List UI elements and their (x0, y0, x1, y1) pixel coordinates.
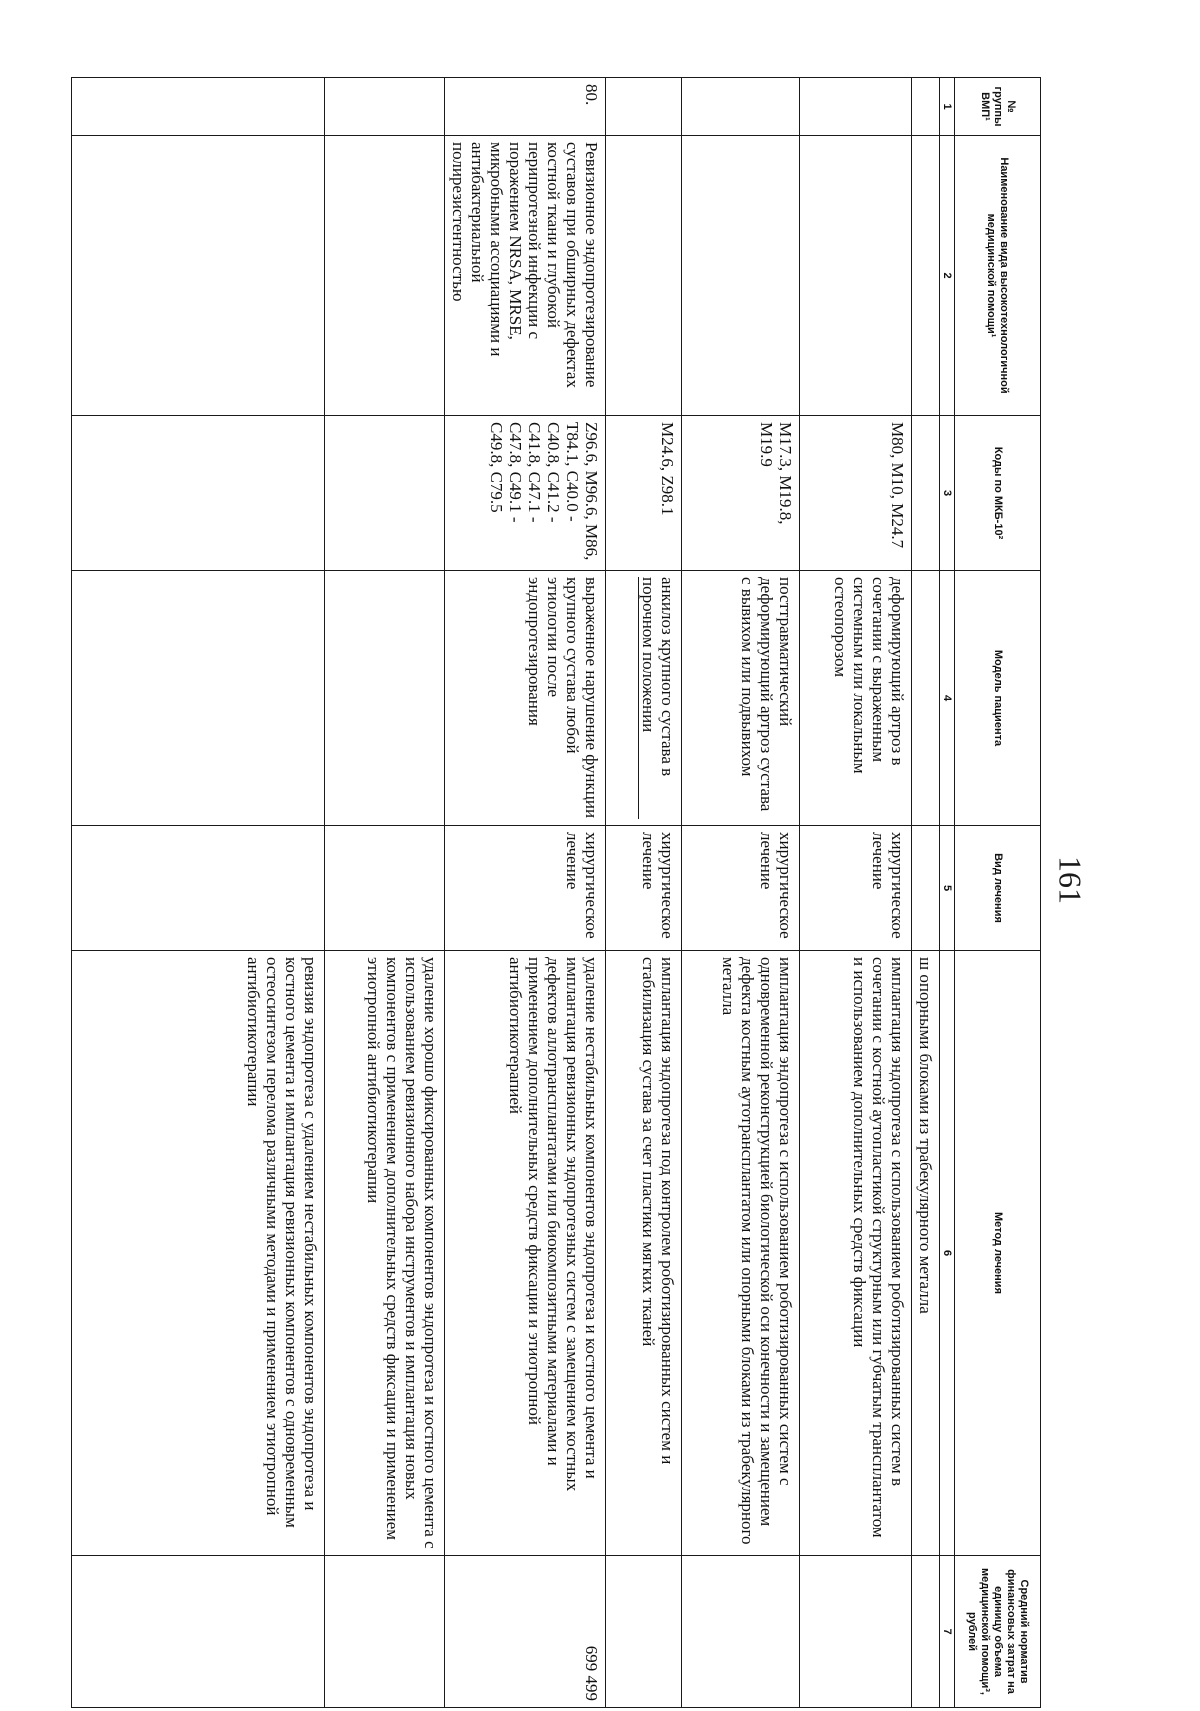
column-number: 1 (940, 78, 955, 136)
table-row (682, 78, 800, 1708)
column-number-row (940, 78, 955, 1708)
codes-cell (325, 416, 445, 571)
group-cell (606, 78, 682, 136)
method-cell: ш опорными блоками из трабекулярного металла (912, 951, 940, 1556)
method-cell: удаление нестабильных компонентов эндопротеза и костного цемента и имплантация ревизионных эндопротезных систем с замещением костных дефектов аллотрансплантатами или биокомпозитными материалами и применением дополнительных средств фиксации и этиотропной антибиотикотерапией (445, 951, 606, 1556)
table-row (445, 78, 606, 1708)
column-number: 6 (940, 951, 955, 1556)
treatment-cell: хирургическое лечение (445, 826, 606, 951)
header-icd-codes: Коды по МКБ-10² (955, 416, 1041, 571)
column-number: 2 (940, 136, 955, 416)
method-cell: имплантация эндопротеза под контролем роботизированных систем и стабилизация сустава за счет пластики мягких тканей (606, 951, 682, 1556)
group-cell (72, 78, 325, 136)
method-cell: имплантация эндопротеза с использованием роботизированных систем в сочетании с костной аутопластикой структурным или губчатым трансплантатом и использованием дополнительных средств фиксации (800, 951, 912, 1556)
codes-cell: Z96.6, M96.6, M86, T84.1, C40.0 - C40.8, C41.2 - C41.8, C47.1 - C47.8, C49.1 - C49.8, C79.5 (445, 416, 606, 571)
header-vmp-name: Наименование вида высокотехнологичной медицинской помощи¹ (955, 136, 1041, 416)
table-row (912, 78, 940, 1708)
model-cell (325, 571, 445, 826)
header-group-number: № группы ВМП¹ (955, 78, 1041, 136)
codes-cell: M80, M10, M24.7 (800, 416, 912, 571)
treatment-cell (72, 826, 325, 951)
price-cell (912, 1556, 940, 1708)
header-average-cost: Средний норматив финансовых затрат на единицу объема медицинской помощи³, рублей (955, 1556, 1041, 1708)
price-cell (606, 1556, 682, 1708)
model-cell: деформирующий артроз в сочетании с выраженным системным или локальным остеопорозом (800, 571, 912, 826)
vmp-table (71, 77, 1041, 1708)
model-cell (606, 571, 682, 826)
group-cell (325, 78, 445, 136)
table-row (72, 78, 325, 1708)
treatment-cell: хирургическое лечение (800, 826, 912, 951)
header-row (955, 78, 1041, 1708)
model-cell (72, 571, 325, 826)
table-row (325, 78, 445, 1708)
vmp-table-rotated (71, 77, 1041, 1707)
name-cell (912, 136, 940, 416)
price-cell: 699 499 (445, 1556, 606, 1708)
codes-cell (72, 416, 325, 571)
name-cell: Ревизионное эндопротезирование суставов при обширных дефектах костной ткани и глубокой перипротезной инфекции с поражением NRSA, MRSE, микробными ассоциациями и антибактериальной полирезистентностью (445, 136, 606, 416)
price-cell (72, 1556, 325, 1708)
model-cell: выраженное нарушение функции крупного сустава любой этиологии после эндопротезирования (445, 571, 606, 826)
group-cell (682, 78, 800, 136)
codes-cell: M24.6, Z98.1 (606, 416, 682, 571)
page-number: 161 (1052, 856, 1089, 904)
column-number: 3 (940, 416, 955, 571)
price-cell (800, 1556, 912, 1708)
codes-cell: M17.3, M19.8, M19.9 (682, 416, 800, 571)
treatment-cell: хирургическое лечение (682, 826, 800, 951)
price-cell (325, 1556, 445, 1708)
table-row (606, 78, 682, 1708)
treatment-cell (325, 826, 445, 951)
name-cell (325, 136, 445, 416)
name-cell (682, 136, 800, 416)
model-cell (912, 571, 940, 826)
price-cell (682, 1556, 800, 1708)
group-cell: 80. (445, 78, 606, 136)
method-cell: ревизия эндопротеза с удалением нестабильных компонентов эндопротеза и костного цемента и имплантация ревизионных компонентов с одновременным остеосинтезом перелома различными методами и применением этиотропной антибиотикотерапии (72, 951, 325, 1556)
method-cell: удаление хорошо фиксированных компонентов эндопротеза и костного цемента с использованием ревизионного набора инструментов и имплантация новых компонентов с применением дополнительных средств фиксации и применением этиотропной антибиотикотерапии (325, 951, 445, 1556)
header-treatment-method: Метод лечения (955, 951, 1041, 1556)
header-patient-model: Модель пациента (955, 571, 1041, 826)
model-cell: посттравматический деформирующий артроз сустава с вывихом или подвывихом (682, 571, 800, 826)
treatment-cell: хирургическое лечение (606, 826, 682, 951)
group-cell (800, 78, 912, 136)
table-row (800, 78, 912, 1708)
header-treatment-type: Вид лечения (955, 826, 1041, 951)
group-cell (912, 78, 940, 136)
column-number: 7 (940, 1556, 955, 1708)
name-cell (606, 136, 682, 416)
column-number: 4 (940, 571, 955, 826)
codes-cell (912, 416, 940, 571)
method-cell: имплантация эндопротеза с использованием роботизированных систем с одновременной реконструкцией биологической оси конечности и замещением дефекта костным аутотрансплантатом или опорными блоками из трабекулярного металла (682, 951, 800, 1556)
name-cell (800, 136, 912, 416)
name-cell (72, 136, 325, 416)
model-text: анкилоз крупного сустава в порочном положении (638, 577, 677, 819)
column-number: 5 (940, 826, 955, 951)
treatment-cell (912, 826, 940, 951)
